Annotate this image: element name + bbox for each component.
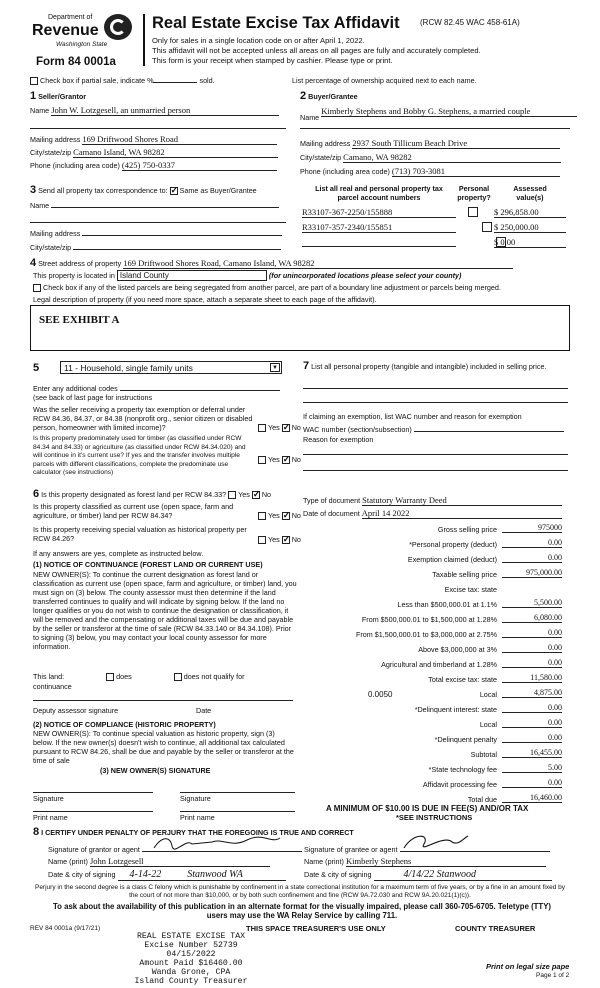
- section3-mailing-field[interactable]: [82, 228, 282, 236]
- section3-name-line-2: [30, 222, 286, 223]
- affidavit-fee-label: Affidavit processing fee: [422, 780, 497, 789]
- reason-line-1[interactable]: [303, 454, 568, 455]
- grantee-date-field[interactable]: [374, 869, 552, 881]
- legal-description-text: SEE EXHIBIT A: [39, 314, 120, 326]
- local-label: Local: [479, 690, 497, 699]
- buyer-city-field[interactable]: Camano, WA 98282: [343, 152, 561, 163]
- reason-exemption-label: Reason for exemption: [303, 435, 374, 444]
- section3-city-row: City/state/zip: [30, 242, 281, 252]
- tier1-label: Less than $500,000.01 at 1.1%: [397, 600, 497, 609]
- exemption-no-checkbox[interactable]: [282, 424, 290, 432]
- section3-name-row: Name: [30, 200, 279, 210]
- forest-yes-checkbox[interactable]: [228, 491, 236, 499]
- stamp-line-6: Island County Treasurer: [134, 977, 248, 986]
- exemption-claimed-value[interactable]: 0.00: [502, 553, 562, 563]
- form-number: Form 84 0001a: [36, 56, 116, 68]
- owner-signature-line-2[interactable]: [180, 792, 295, 793]
- taxable-label: Taxable selling price: [432, 570, 497, 579]
- total-state-value[interactable]: 11,580.00: [502, 673, 562, 683]
- wa-seal-icon: [104, 14, 132, 40]
- treasurer-stamp: [116, 932, 266, 986]
- grantee-signature-field[interactable]: [400, 842, 550, 852]
- owner-print-label-2: Print name: [180, 813, 215, 822]
- segregated-row: Check box if any of the listed parcels are being segregated from another parcel, are part of a boundary line adjustment or parcels being merged.: [33, 283, 501, 292]
- same-as-buyer-checkbox[interactable]: [170, 187, 178, 195]
- buyer-phone-field[interactable]: (713) 703-3081: [392, 166, 560, 177]
- county-treasurer-label: COUNTY TREASURER: [455, 924, 536, 933]
- header-divider: [143, 14, 145, 66]
- alt-format-notice: To ask about the availability of this publication in an alternate format for the visually impaired, please call 360-705-6705. Teletype (TTY) users may use the WA Relay Service by calling 711.: [53, 902, 551, 920]
- seller-phone-row: Phone (including area code) (425) 750-0337: [30, 160, 277, 171]
- dor-logo: [30, 14, 140, 54]
- buyer-mailing-field[interactable]: 2937 South Tillicum Beach Drive: [352, 138, 560, 149]
- parcel-value-2[interactable]: $ 250,000.00: [494, 222, 566, 233]
- header-notice-1: Only for sales in a single location code on or after April 1, 2022.: [152, 36, 365, 45]
- parcel-header-list: List all real and personal property tax parcel account numbers: [315, 184, 443, 202]
- grantee-date-value: 4/14/22 Stanwood: [403, 869, 477, 880]
- section3-city-field[interactable]: [73, 242, 281, 250]
- subtotal-value[interactable]: 16,455.00: [502, 748, 562, 758]
- does-not-qualify-checkbox[interactable]: [174, 673, 182, 681]
- minimum-due-note: A MINIMUM OF $10.00 IS DUE IN FEE(S) AND/OR TAX: [326, 804, 529, 813]
- stamp-line-1: REAL ESTATE EXCISE TAX: [136, 932, 246, 941]
- seller-city-row: City/state/zip Camano Island, WA 98282: [30, 147, 278, 158]
- forest-no-checkbox[interactable]: [252, 491, 260, 499]
- county-select[interactable]: Island County: [117, 270, 267, 281]
- gross-label: Gross selling price: [437, 525, 497, 534]
- ownership-note: List percentage of ownership acquired next to each name.: [292, 76, 477, 85]
- grantee-date-row: Date & city of signing 4/14/22 Stanwood: [304, 869, 552, 881]
- additional-codes-row: Enter any additional codes: [33, 383, 280, 393]
- tier5-value[interactable]: 0.00: [502, 658, 562, 668]
- historic-yes-checkbox[interactable]: [258, 536, 266, 544]
- gross-value[interactable]: 975000: [502, 523, 562, 533]
- buyer-phone-row: Phone (including area code) (713) 703-3081: [300, 166, 560, 177]
- owner-signature-line-1[interactable]: [33, 792, 153, 793]
- section3-name-field[interactable]: [51, 200, 279, 208]
- grantee-signature-image: [400, 832, 470, 852]
- exemption-yes-no: Yes ✓ No: [258, 423, 301, 432]
- doc-date-row: Date of document April 14 2022: [303, 508, 562, 519]
- parcel-value-1[interactable]: $ 296,858.00: [494, 207, 566, 218]
- deputy-date-label: Date: [196, 706, 212, 715]
- delinquent-local-label: Local: [479, 720, 497, 729]
- owner-print-line-2[interactable]: [180, 811, 295, 812]
- excise-state-label: Excise tax: state: [444, 585, 497, 594]
- tier4-value[interactable]: 0.00: [502, 643, 562, 653]
- parcel-header-assessed: Assessed value(s): [513, 184, 547, 202]
- seller-mailing-field[interactable]: 169 Driftwood Shores Road: [82, 134, 277, 145]
- form-title: Real Estate Excise Tax Affidavit: [152, 14, 400, 32]
- current-use-yes-checkbox[interactable]: [258, 512, 266, 520]
- grantor-name-row: Name (print) John Lotzgesell: [48, 856, 270, 867]
- stamp-line-4: Amount Paid $16460.00: [139, 959, 243, 968]
- additional-codes-field[interactable]: [120, 383, 280, 391]
- grantee-name-field[interactable]: Kimberly Stephens: [346, 856, 546, 867]
- unincorporated-note: (for unincorporated locations please select your county): [268, 271, 462, 280]
- partial-sale-label: Check box if partial sale, indicate %: [40, 76, 154, 85]
- header-notice-2: This affidavit will not be accepted unless all areas on all pages are fully and accurately completed.: [152, 46, 481, 55]
- current-use-no-checkbox[interactable]: [282, 512, 290, 520]
- parcel-number-1[interactable]: R33107-367-2250/155888: [302, 207, 456, 218]
- seller-name-row: Name John W. Lotzgesell, an unmarried person: [30, 105, 286, 116]
- delinquent-state-label: *Delinquent interest: state: [414, 705, 497, 714]
- seller-name-field[interactable]: John W. Lotzgesell, an unmarried person: [51, 105, 279, 116]
- seller-name-line-2: [30, 128, 286, 129]
- owner-signature-label-2: Signature: [180, 794, 211, 803]
- buyer-mailing-row: Mailing address 2937 South Tillicum Beach Drive: [300, 138, 560, 149]
- tier4-label: Above $3,000,000 at 3%: [418, 645, 497, 654]
- grantor-date-value: 4-14-22: [129, 869, 162, 880]
- parcel-header-personal: Personal property?: [457, 184, 491, 202]
- stamp-line-3: 04/15/2022: [166, 950, 216, 959]
- tier1-value[interactable]: 5,500.00: [502, 598, 562, 608]
- segregated-checkbox[interactable]: [33, 284, 41, 292]
- partial-sale-suffix: sold.: [199, 76, 215, 85]
- buyer-name-line-2: [300, 128, 570, 129]
- tech-fee-value[interactable]: 5.00: [502, 763, 562, 773]
- buyer-city-row: City/state/zip Camano, WA 98282: [300, 152, 561, 163]
- grantor-city-value: Stanwood WA: [187, 869, 243, 880]
- section3-row: 3 Send all property tax correspondence to: ✓ Same as Buyer/Grantee: [30, 184, 257, 196]
- parcel-number-3[interactable]: [302, 237, 456, 247]
- deputy-signature-label: Deputy assessor signature: [33, 706, 119, 715]
- current-use-question: Is this property classified as current use (open space, farm and agriculture, or timber) land per RCW 84.34?: [33, 502, 234, 520]
- timber-yes-checkbox[interactable]: [258, 456, 266, 464]
- rev-number: REV 84 0001a (9/17/21): [30, 925, 101, 932]
- chevron-down-icon[interactable]: ▼: [270, 363, 280, 372]
- section3-mailing-row: Mailing address: [30, 228, 282, 238]
- tech-fee-label: *State technology fee: [428, 765, 497, 774]
- grantor-signature-row: Signature of grantor or agent: [48, 842, 302, 854]
- reason-line-2[interactable]: [303, 470, 568, 471]
- delinquent-local-value[interactable]: 0.00: [502, 718, 562, 728]
- buyer-name-field[interactable]: Kimberly Stephens and Bobby G. Stephens, a married couple: [321, 106, 577, 117]
- grantor-signature-field[interactable]: [142, 842, 302, 852]
- current-use-yes-no: Yes ✓ No: [258, 511, 301, 520]
- grantor-date-field[interactable]: [118, 869, 286, 881]
- parcel-number-2[interactable]: R33107-357-2340/155851: [302, 222, 456, 233]
- forest-question-row: 6 Is this property designated as forest land per RCW 84.33? Yes ✓ No: [33, 488, 271, 500]
- total-due-value[interactable]: 16,460.00: [502, 793, 562, 803]
- doc-type-row: Type of document Statutory Warranty Deed: [303, 495, 562, 506]
- this-land-row: This land: does does not qualify for: [33, 672, 245, 681]
- parcel-personal-checkbox-1[interactable]: [468, 207, 478, 217]
- legal-size-note: Print on legal size pape: [486, 962, 570, 971]
- partial-sale-checkbox[interactable]: [30, 77, 38, 85]
- buyer-name-row: Name Kimberly Stephens and Bobby G. Stephens, a married couple: [300, 106, 577, 117]
- deputy-signature-line[interactable]: [33, 700, 293, 701]
- tier3-label: From $1,500,000.01 to $3,000,000 at 2.75%: [355, 630, 497, 639]
- timber-no-checkbox[interactable]: [282, 456, 290, 464]
- owner-print-line-1[interactable]: [33, 811, 153, 812]
- certify-statement: 8 I CERTIFY UNDER PENALTY OF PERJURY THAT THE FOREGOING IS TRUE AND CORRECT: [33, 826, 354, 838]
- total-due-label: Total due: [467, 795, 497, 804]
- exemption-question: Was the seller receiving a property tax exemption or deferral under RCW 84.36, 84.37, or 84.38 (nonprofit org., senior citizen or disabled person, homeowner with limited income)?: [33, 405, 253, 432]
- penalty-value[interactable]: 0.00: [502, 733, 562, 743]
- form-title-ref: (RCW 82.45 WAC 458-61A): [420, 18, 520, 27]
- personal-property-line-1[interactable]: [303, 388, 568, 389]
- wac-number-row: WAC number (section/subsection): [303, 424, 564, 434]
- continuance-label: continuance: [33, 682, 72, 691]
- stamp-line-5: Wanda Grone, CPA: [151, 968, 231, 977]
- owner-print-label-1: Print name: [33, 813, 68, 822]
- washington-state-label: Washington State: [56, 41, 108, 48]
- parcel-personal-checkbox-2[interactable]: [482, 222, 492, 232]
- tier2-label: From $500,000.01 to $1,500,000 at 1.28%: [361, 615, 497, 624]
- wac-number-field[interactable]: [414, 424, 564, 432]
- seller-heading: 1 Seller/Grantor: [30, 90, 87, 102]
- revenue-logo-text: Revenue: [32, 22, 99, 39]
- historic-question: Is this property receiving special valuation as historical property per RCW 84.26?: [33, 525, 247, 543]
- historic-yes-no: Yes ✓ No: [258, 535, 301, 544]
- section5-number: 5: [33, 362, 40, 374]
- historic-no-checkbox[interactable]: [282, 536, 290, 544]
- timber-yes-no: Yes ✓ No: [258, 455, 301, 464]
- buyer-heading: 2 Buyer/Grantee: [300, 90, 358, 102]
- tier3-value[interactable]: 0.00: [502, 628, 562, 638]
- personal-property-line-2[interactable]: [303, 402, 568, 403]
- personal-label: *Personal property (deduct): [409, 540, 497, 549]
- owner-signature-label-1: Signature: [33, 794, 64, 803]
- timber-question: Is this property predominately used for timber (as classified under RCW 84.34 and 84.33) or agriculture (as classified under RCW 84.34.020) and will continue in it's current use? If yes and the transfer involves multiple parcels with different classifications, complete the predominate use calculator (see instructions): [33, 435, 246, 476]
- taxable-value[interactable]: 975,000.00: [502, 568, 562, 578]
- section4-street-row: 4 Street address of property 169 Driftwood Shores Road, Camano Island, WA 98282: [30, 257, 513, 269]
- section7-label: 7 List all personal property (tangible and intangible) included in selling price.: [303, 360, 547, 372]
- exemption-wac-label: If claiming an exemption, list WAC number and reason for exemption: [303, 412, 522, 421]
- header-notice-3: This form is your receipt when stamped by cashier. Please type or print.: [152, 56, 393, 65]
- exemption-yes-checkbox[interactable]: [258, 424, 266, 432]
- grantee-signature-row: Signature of grantee or agent: [304, 842, 550, 854]
- affidavit-fee-value[interactable]: 0.00: [502, 778, 562, 788]
- legal-description-label: Legal description of property (if you need more space, attach a separate sheet to each page of the affidavit).: [33, 295, 377, 304]
- if-yes-instruction: If any answers are yes, complete as instructed below.: [33, 549, 204, 558]
- property-street-field[interactable]: 169 Driftwood Shores Road, Camano Island, WA 98282: [123, 258, 513, 269]
- seller-city-field[interactable]: Camano Island, WA 98282: [73, 147, 278, 158]
- delinquent-state-value[interactable]: 0.00: [502, 703, 562, 713]
- legal-description-box[interactable]: [30, 305, 570, 351]
- seller-phone-field[interactable]: (425) 750-0337: [122, 160, 277, 171]
- codes-note: (see back of last page for instructions: [33, 393, 153, 402]
- notice-continuance-title: (1) NOTICE OF CONTINUANCE (FOREST LAND OR CURRENT USE): [33, 560, 263, 569]
- grantee-name-row: Name (print) Kimberly Stephens: [304, 856, 546, 867]
- notice-compliance-text: NEW OWNER(S): To continue special valuation as historic property, sign (3) below. If the new owner(s) doesn't wish to continue, all additional tax calculated pursuant to RCW 84.26, shall be due and payable by the seller or transferor at the time of sale: [33, 729, 294, 765]
- treasurer-use-label: THIS SPACE TREASURER'S USE ONLY: [246, 924, 386, 933]
- partial-sale-row: [30, 76, 215, 85]
- stamp-line-2: Excise Number 52739: [144, 941, 238, 950]
- grantor-name-field[interactable]: John Lotzgesell: [90, 856, 270, 867]
- notice-continuance-text: NEW OWNER(S): To continue the current designation as forest land or classification as current use (open space, farm and agriculture, or timber) land, you must sign on (3) below. The county assessor must then determine if the land transferred continues to qualify and will indicate by signing below. If the land no longer qualifies or you do not wish to continue the designation or classification, it will be removed and the compensating or additional taxes will be due and payable by the seller or transferor at the time of sale (RCW 84.33.140 or 84.34.108). Prior to signing (3) below, you may contact your local county assessor for more information.: [33, 570, 297, 651]
- does-qualify-checkbox[interactable]: [106, 673, 114, 681]
- see-instructions-note: *SEE INSTRUCTIONS: [396, 813, 473, 822]
- land-use-select[interactable]: [60, 361, 282, 374]
- tier2-value[interactable]: 6,080.00: [502, 613, 562, 623]
- page-number: Page 1 of 2: [536, 972, 570, 979]
- penalty-label: *Delinquent penalty: [434, 735, 497, 744]
- exemption-claimed-label: Exemption claimed (deduct): [407, 555, 497, 564]
- subtotal-label: Subtotal: [470, 750, 497, 759]
- total-state-label: Total excise tax: state: [428, 675, 497, 684]
- tier5-label: Agricultural and timberland at 1.28%: [381, 660, 497, 669]
- personal-value[interactable]: 0.00: [502, 538, 562, 548]
- section4-located-row: This property is located in Island County (for unincorporated locations please select your county): [33, 271, 462, 280]
- land-use-value: 11 - Household, single family units: [64, 363, 193, 373]
- local-value[interactable]: 4,875.00: [502, 688, 562, 698]
- grantor-signature-image: [152, 834, 282, 852]
- local-rate: 0.0050: [368, 690, 393, 699]
- dept-of-label: Department of: [48, 14, 93, 21]
- parcel-value-3[interactable]: $ 0.00: [494, 237, 566, 248]
- notice-compliance-title: (2) NOTICE OF COMPLIANCE (HISTORIC PROPERTY): [33, 720, 216, 729]
- perjury-notice: Perjury in the second degree is a class C felony which is punishable by confinement in a state correctional institution for a maximum term of five years, or by a fine in an amount fixed by the court of not more than $10,000, or by both such confinement and fine (RCW 9A.72.030 and RCW 9A.20.021(1)(c)).: [34, 884, 565, 899]
- doc-date-field[interactable]: April 14 2022: [362, 508, 562, 519]
- grantor-date-row: Date & city of signing 4-14-22 Stanwood WA: [48, 869, 286, 881]
- doc-type-field[interactable]: Statutory Warranty Deed: [362, 495, 562, 506]
- new-owner-signature-title: (3) NEW OWNER(S) SIGNATURE: [100, 766, 211, 775]
- seller-mailing-row: Mailing address 169 Driftwood Shores Road: [30, 134, 277, 145]
